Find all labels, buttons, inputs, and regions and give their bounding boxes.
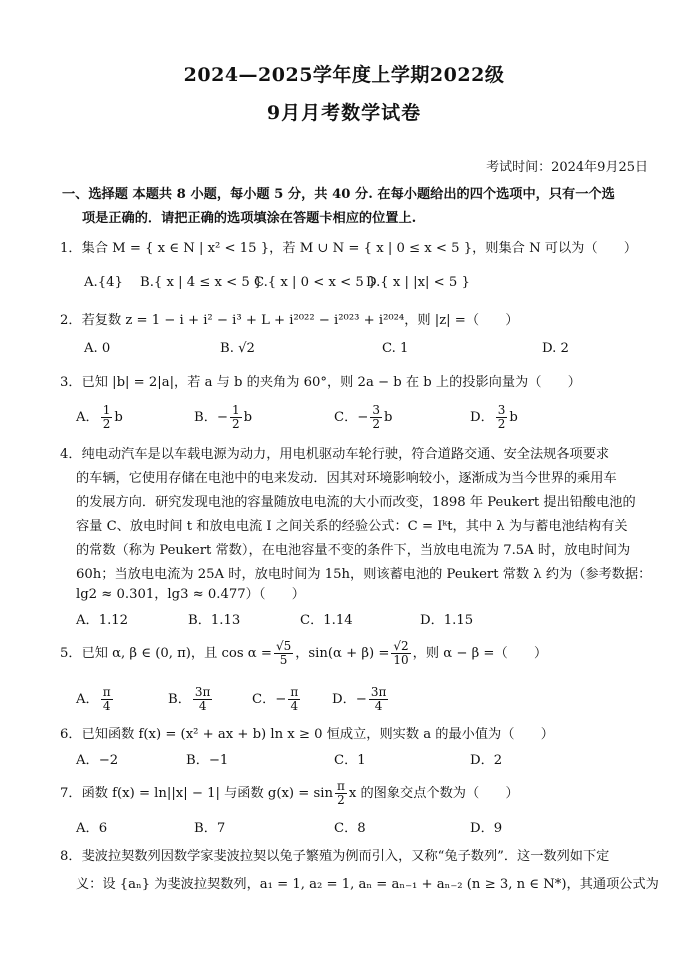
q1-option-d: D.{ x | |x| < 5 } (366, 275, 470, 290)
q3-c-num: 3 (372, 403, 380, 417)
q6-option-d: D．2 (470, 753, 503, 768)
q7-stem-part1: 7．函数 f(x) = ln||x| − 1| 与函数 g(x) = sin (60, 786, 333, 801)
q5-a-den: 4 (102, 699, 111, 713)
q3-c-suffix: b (383, 410, 393, 425)
q6-option-a: A．−2 (76, 753, 119, 768)
q3-d-num: 3 (497, 403, 506, 417)
q3-c-den: 2 (372, 417, 380, 431)
q1-option-a: A.{4} (84, 275, 123, 290)
q3-d-prefix: D． (470, 410, 494, 425)
question-8-line1: 8．斐波拉契数列因数学家斐波拉契以兔子繁殖为例而引入，又称“兔子数列”．这一数列如下定 (60, 849, 610, 864)
q5-c-den: 4 (290, 699, 299, 713)
q5-d-num: 3π (370, 685, 387, 699)
question-6-stem: 6．已知函数 f(x) = (x² + ax + b) ln x ≥ 0 恒成立，则实数 a 的最小值为（ ） (60, 727, 554, 742)
exam-time: 考试时间：2024年9月25日 (486, 160, 648, 175)
q7-fraction (335, 780, 347, 807)
q5-sin-fraction (391, 640, 410, 667)
question-4-line2: 的车辆，它使用存储在电池中的电来发动．因其对环境影响较小，逐渐成为当今世界的乘用车 (76, 471, 617, 486)
q3-option-b (194, 404, 252, 431)
q5-option-b (168, 686, 214, 713)
q3-a-den: 2 (102, 417, 111, 431)
q5-option-a (76, 686, 115, 713)
q5-cos-fraction (274, 640, 293, 667)
question-4-line7: lg2 ≈ 0.301，lg3 ≈ 0.477）（ ） (76, 587, 305, 602)
q1-option-c: C.{ x | 0 < x < 5 } (254, 275, 377, 290)
q5-cos-den: 5 (279, 653, 288, 667)
q5-d-fraction (369, 686, 389, 713)
question-5-stem (60, 640, 547, 667)
q7-option-c: C．8 (334, 821, 366, 836)
q3-d-fraction (496, 404, 508, 431)
q5-d-den: 4 (374, 699, 383, 713)
q2-option-d: D. 2 (542, 341, 569, 356)
q5-b-num: 3π (194, 685, 211, 699)
question-2-stem: 2．若复数 z = 1 − i + i² − i³ + L + i²⁰²² − i²⁰²³ + i²⁰²⁴，则 |z| =（ ） (60, 313, 519, 328)
section-heading-line1: 一、选择题 本题共 8 小题，每小题 5 分，共 40 分. 在每小题给出的四个选项中，只有一个选 (62, 187, 615, 202)
q2-option-a: A. 0 (84, 341, 111, 356)
q5-c-fraction (288, 686, 300, 713)
q3-b-num: 1 (231, 403, 240, 417)
q1-option-b: B.{ x | 4 ≤ x < 5 } (140, 275, 263, 290)
q5-stem-part3: ，则 α − β =（ ） (412, 646, 548, 661)
q5-a-fraction (101, 686, 113, 713)
q3-b-den: 2 (231, 417, 240, 431)
q5-option-c (252, 686, 302, 713)
q4-option-a: A．1.12 (76, 613, 129, 628)
q5-option-d (332, 686, 390, 713)
q3-a-fraction (101, 404, 113, 431)
q4-option-d: D．1.15 (420, 613, 474, 628)
q7-option-b: B．7 (194, 821, 226, 836)
q5-cos-num: √5 (275, 639, 292, 653)
q5-sin-den: 10 (393, 653, 409, 667)
q5-a-prefix: A． (76, 692, 99, 707)
question-4-line3: 的发展方向．研究发现电池的容量随放电电流的大小而改变，1898 年 Peukert 提出铅酸电池的 (76, 495, 636, 510)
q6-option-b: B．−1 (186, 753, 229, 768)
question-4-line4: 容量 C、放电时间 t 和放电电流 I 之间关系的经验公式：C = Iᵏt，其中 λ 为与蓄电池结构有关 (76, 519, 628, 534)
q3-d-suffix: b (509, 410, 518, 425)
q5-b-prefix: B． (168, 692, 191, 707)
q3-a-prefix: A． (76, 410, 99, 425)
q3-b-fraction (230, 404, 242, 431)
q5-sin-num: √2 (393, 639, 409, 653)
q7-option-a: A．6 (76, 821, 108, 836)
q3-b-prefix: B．− (194, 410, 228, 425)
q5-b-fraction (193, 686, 213, 713)
q7-frac-den: 2 (337, 793, 345, 807)
question-4-line1: 4．纯电动汽车是以车载电源为动力，用电机驱动车轮行驶，符合道路交通、安全法规各项要求 (60, 447, 610, 462)
q3-d-den: 2 (497, 417, 506, 431)
exam-title: 2024—2025学年度上学期2022级 (183, 64, 505, 86)
section-heading-line2: 项是正确的．请把正确的选项填涂在答题卡相应的位置上. (82, 211, 417, 226)
q3-a-num: 1 (102, 403, 111, 417)
q2-option-c: C. 1 (382, 341, 409, 356)
q3-b-suffix: b (243, 410, 253, 425)
exam-subtitle: 9月月考数学试卷 (266, 102, 422, 124)
q5-d-prefix: D．− (332, 692, 367, 707)
q4-option-b: B．1.13 (188, 613, 241, 628)
question-4-line5: 的常数（称为 Peukert 常数），在电池容量不变的条件下，当放电电流为 7.5A 时，放电时间为 (76, 543, 631, 558)
q3-a-suffix: b (114, 410, 123, 425)
q7-option-d: D．9 (470, 821, 503, 836)
q5-stem-part2: ，sin(α + β) = (295, 646, 390, 661)
q5-a-num: π (102, 685, 111, 699)
q5-c-prefix: C．− (252, 692, 287, 707)
q2-option-b: B. √2 (220, 341, 255, 356)
question-8-line2: 义：设 {aₙ} 为斐波拉契数列，a₁ = 1, a₂ = 1, aₙ = aₙ₋₁ + aₙ₋₂ (n ≥ 3, n ∈ N*)，其通项公式为 (76, 877, 659, 892)
q3-option-a (76, 404, 123, 431)
q5-b-den: 4 (198, 699, 207, 713)
q4-option-c: C．1.14 (300, 613, 353, 628)
q3-option-d (470, 404, 518, 431)
q5-stem-part1: 5．已知 α, β ∈ (0, π)，且 cos α = (60, 646, 272, 661)
question-4-line6: 60h；当放电电流为 25A 时，放电时间为 15h，则该蓄电池的 Peukert 常数 λ 约为（参考数据： (76, 567, 652, 582)
q7-frac-num: π (336, 779, 345, 793)
question-7-stem (60, 780, 519, 807)
q3-c-fraction (370, 404, 382, 431)
q7-stem-part2: x 的图象交点个数为（ ） (348, 786, 519, 801)
q3-option-c (334, 404, 392, 431)
q6-option-c: C．1 (334, 753, 366, 768)
q5-c-num: π (290, 685, 299, 699)
q3-c-prefix: C．− (334, 410, 369, 425)
question-1-stem: 1．集合 M = { x ∈ N | x² < 15 }，若 M ∪ N = { x | 0 ≤ x < 5 }，则集合 N 可以为（ ） (60, 241, 638, 256)
question-3-stem: 3．已知 |b| = 2|a|，若 a 与 b 的夹角为 60°，则 2a − b 在 b 上的投影向量为（ ） (60, 375, 581, 390)
